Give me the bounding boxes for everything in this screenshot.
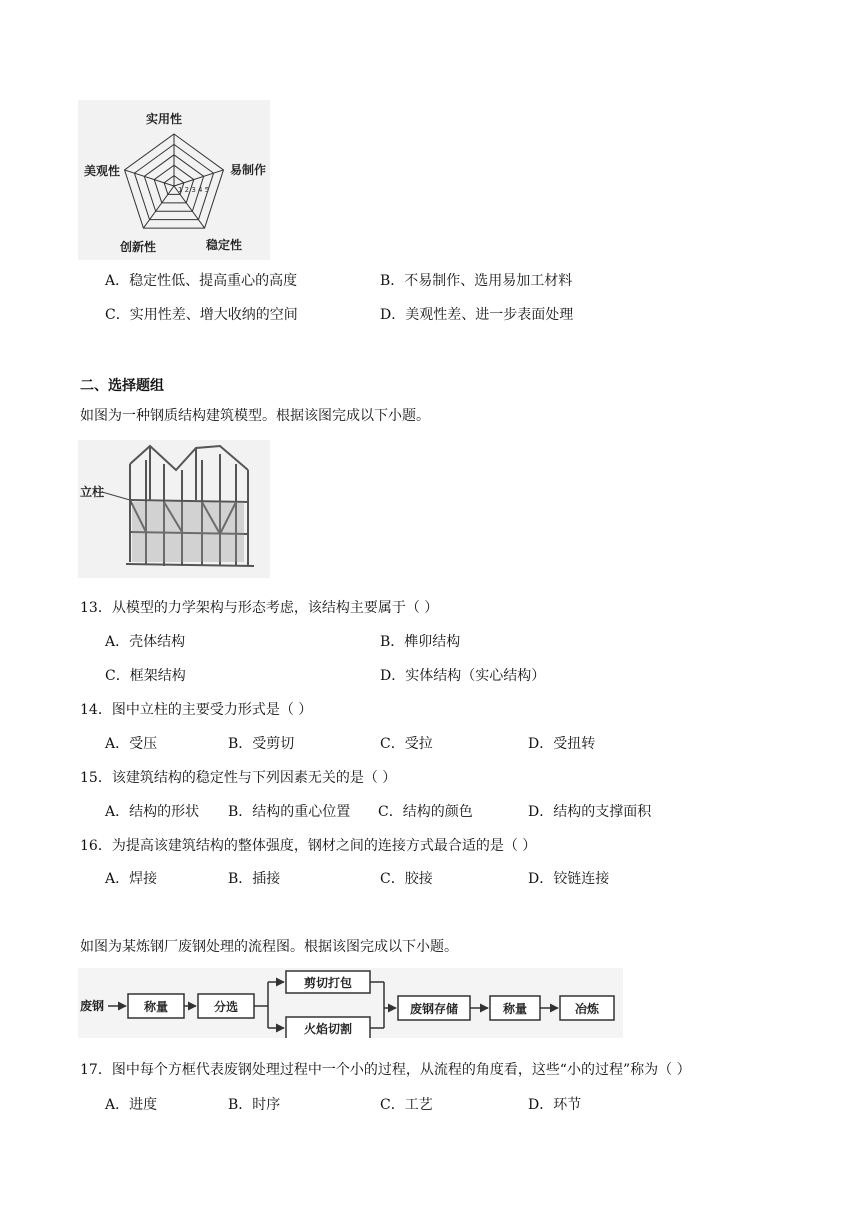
radar-scale-label: 1 2 3 4 5 bbox=[178, 186, 210, 194]
svg-text:称量: 称量 bbox=[143, 1000, 169, 1014]
q14-option-b[interactable]: B．受剪切 bbox=[228, 736, 295, 752]
q13-option-c[interactable]: C．框架结构 bbox=[105, 668, 186, 684]
svg-text:称量: 称量 bbox=[502, 1002, 528, 1016]
radar-axis-label-aesthetics: 美观性 bbox=[84, 164, 121, 178]
svg-text:火焰切割: 火焰切割 bbox=[303, 1022, 353, 1036]
q14-option-a[interactable]: A．受压 bbox=[105, 736, 158, 752]
radar-axis-label-stability: 稳定性 bbox=[206, 238, 243, 252]
radar-axis-label-ease: 易制作 bbox=[230, 163, 267, 177]
flow-chart bbox=[78, 968, 623, 1038]
q17-option-a[interactable]: A．进度 bbox=[105, 1097, 158, 1113]
section-intro-flow: 如图为某炼钢厂废钢处理的流程图。根据该图完成以下小题。 bbox=[80, 939, 458, 955]
q17-stem: 17．图中每个方框代表废钢处理过程中一个小的过程，从流程的角度看，这些“小的过程”称为（ ） bbox=[80, 1062, 691, 1078]
q12-option-d[interactable]: D．美观性差、进一步表面处理 bbox=[380, 307, 574, 323]
radar-axes bbox=[125, 134, 224, 228]
q14-stem: 14．图中立柱的主要受力形式是（ ） bbox=[80, 702, 313, 718]
svg-text:分选: 分选 bbox=[213, 1000, 239, 1014]
section-intro-building: 如图为一种钢质结构建筑模型。根据该图完成以下小题。 bbox=[80, 408, 430, 424]
q15-option-c[interactable]: C．结构的颜色 bbox=[378, 804, 473, 820]
section-title: 二、选择题组 bbox=[80, 378, 164, 394]
q12-option-c[interactable]: C．实用性差、增大收纳的空间 bbox=[105, 307, 298, 323]
radar-figure bbox=[78, 100, 270, 260]
q16-option-a[interactable]: A．焊接 bbox=[105, 871, 158, 887]
q16-option-b[interactable]: B．插接 bbox=[228, 871, 281, 887]
building-model-figure bbox=[78, 440, 270, 578]
q17-option-d[interactable]: D．环节 bbox=[528, 1097, 582, 1113]
q15-option-a[interactable]: A．结构的形状 bbox=[105, 804, 200, 820]
q17-option-c[interactable]: C．工艺 bbox=[380, 1097, 433, 1113]
column-label: 立柱 bbox=[80, 485, 105, 499]
svg-text:剪切打包: 剪切打包 bbox=[303, 976, 353, 990]
svg-text:废钢存储: 废钢存储 bbox=[409, 1002, 459, 1016]
q12-option-a[interactable]: A．稳定性低、提高重心的高度 bbox=[105, 273, 298, 289]
q14-option-c[interactable]: C．受拉 bbox=[380, 736, 433, 752]
q16-option-c[interactable]: C．胶接 bbox=[380, 871, 433, 887]
q14-option-d[interactable]: D．受扭转 bbox=[528, 736, 596, 752]
q13-option-d[interactable]: D．实体结构（实心结构） bbox=[380, 668, 546, 684]
q17-option-b[interactable]: B．时序 bbox=[228, 1097, 281, 1113]
q13-option-a[interactable]: A．壳体结构 bbox=[105, 634, 186, 650]
q16-stem: 16．为提高该建筑结构的整体强度，钢材之间的连接方式最合适的是（ ） bbox=[80, 838, 537, 854]
q15-option-b[interactable]: B．结构的重心位置 bbox=[228, 804, 351, 820]
flow-start-label: 废钢 bbox=[80, 999, 105, 1013]
q16-option-d[interactable]: D．铰链连接 bbox=[528, 871, 610, 887]
q13-option-b[interactable]: B．榫卯结构 bbox=[380, 634, 461, 650]
q12-option-b[interactable]: B．不易制作、选用易加工材料 bbox=[380, 273, 573, 289]
radar-axis-label-innovation: 创新性 bbox=[120, 240, 157, 254]
q15-stem: 15．该建筑结构的稳定性与下列因素无关的是（ ） bbox=[80, 770, 397, 786]
q13-stem: 13．从模型的力学架构与形态考虑，该结构主要属于（ ） bbox=[80, 600, 439, 616]
svg-text:冶炼: 冶炼 bbox=[574, 1002, 600, 1016]
q15-option-d[interactable]: D．结构的支撑面积 bbox=[528, 804, 652, 820]
radar-axis-label-practicality: 实用性 bbox=[145, 112, 183, 126]
